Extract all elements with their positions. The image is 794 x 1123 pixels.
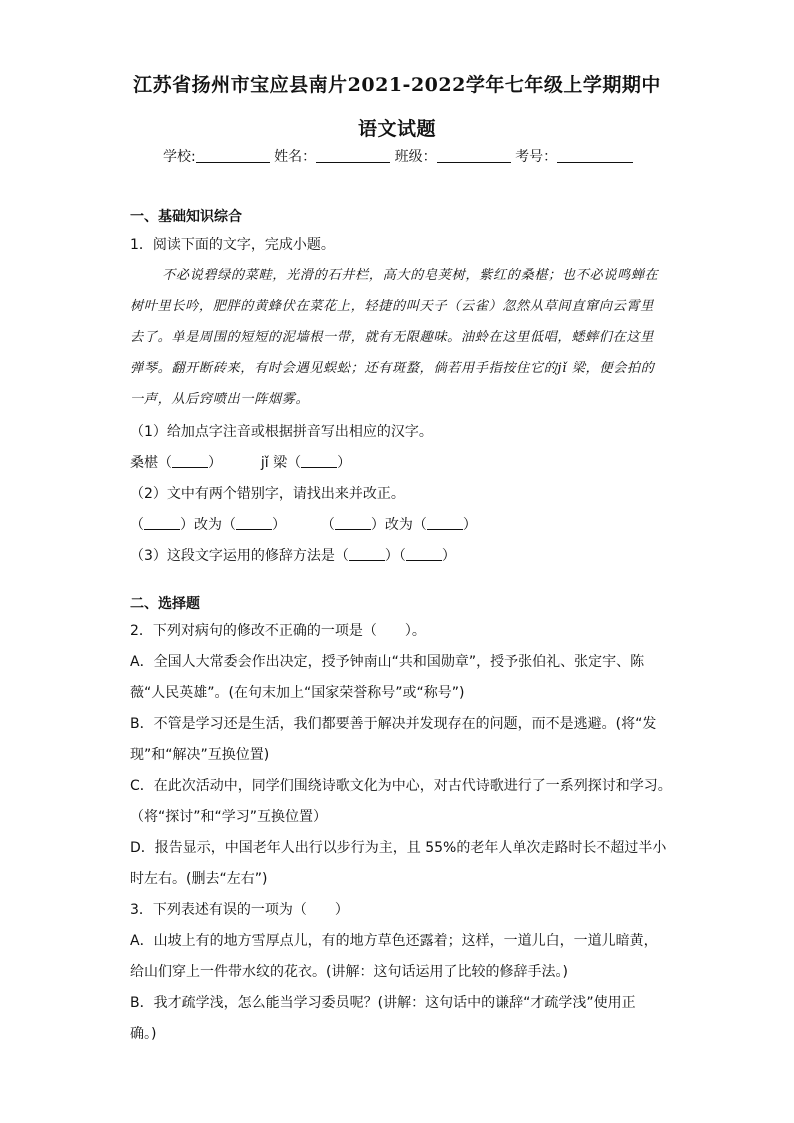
section-heading: 一、基础知识综合 [130, 209, 242, 225]
school-label: 学校: [163, 149, 196, 165]
paren: ） [272, 517, 286, 533]
paren: （ [320, 517, 335, 533]
answer-blank[interactable] [301, 455, 337, 468]
question-line: （将“探讨”和“学习”互换位置） [130, 809, 328, 825]
paren: ）改为（ [370, 517, 427, 533]
paren: ） [462, 517, 477, 533]
question-line: 薇“人民英雄”。(在句末加上“国家荣誉称号”或“称号”) [130, 685, 465, 701]
section-heading: 二、选择题 [130, 596, 200, 612]
sub-question: （2）文中有两个错别字，请找出来并改正。 [130, 486, 405, 502]
exam-no-blank[interactable] [557, 148, 633, 163]
question-line: 现”和“解决”互换位置) [130, 747, 270, 763]
answer-blank[interactable] [144, 517, 180, 530]
answer-row [130, 514, 477, 534]
answer-blank[interactable] [172, 455, 208, 468]
answer-blank[interactable] [236, 517, 272, 530]
exam-title: 江苏省扬州市宝应县南片2021-2022学年七年级上学期期中 [133, 74, 661, 96]
exam-subtitle: 语文试题 [357, 118, 436, 140]
question-line: 2．下列对病句的修改不正确的一项是（ ）。 [130, 623, 426, 639]
question-line: 时左右。(删去“左右”) [130, 871, 268, 887]
school-blank[interactable] [196, 148, 270, 163]
answer-blank[interactable] [427, 517, 463, 530]
name-blank[interactable] [316, 148, 390, 163]
paren: ）改为（ [180, 517, 236, 533]
item-label: ） [337, 455, 352, 471]
question-line: A．山坡上有的地方雪厚点儿，有的地方草色还露着；这样，一道儿白，一道儿暗黄， [130, 933, 658, 949]
question-line: A．全国人大常委会作出决定，授予钟南山“共和国勋章”，授予张伯礼、张定宇、陈 [130, 654, 645, 670]
name-label: 姓名： [274, 149, 317, 165]
question-stem: 1．阅读下面的文字，完成小题。 [130, 237, 335, 253]
item-label: jǐ 梁（ [260, 455, 302, 471]
student-info-line [163, 146, 633, 166]
sub-question: （3）这段文字运用的修辞方法是（ [130, 548, 349, 564]
question-line: D．报告显示，中国老年人出行以步行为主，且 55%的老年人单次走路时长不超过半小 [130, 840, 667, 856]
answer-blank[interactable] [335, 517, 371, 530]
passage-line: 一声，从后窍喷出一阵烟雾。 [130, 392, 310, 407]
question-line: C．在此次活动中，同学们围绕诗歌文化为中心，对古代诗歌进行了一系列探讨和学习。 [130, 778, 672, 794]
question-line: 3．下列表述有误的一项为（ ） [130, 902, 349, 918]
paren: ）（ [384, 548, 406, 564]
passage-line: 树叶里长吟，肥胖的黄蜂伏在菜花上，轻捷的叫天子（云雀）忽然从草间直窜向云霄里 [130, 299, 654, 314]
question-line: 确。) [130, 1026, 157, 1042]
question-line: B．不管是学习还是生活，我们都要善于解决并发现存在的问题，而不是逃避。(将“发 [130, 716, 657, 732]
question-line: 给山们穿上一件带水纹的花衣。(讲解：这句话运用了比较的修辞手法。) [130, 964, 568, 980]
answer-blank[interactable] [349, 548, 385, 561]
passage-line: 不必说碧绿的菜畦，光滑的石井栏，高大的皂荚树，紫红的桑椹；也不必说鸣蝉在 [162, 268, 659, 283]
answer-row [130, 545, 456, 565]
paren: ） [441, 548, 456, 564]
answer-blank[interactable] [406, 548, 442, 561]
sub-question: （1）给加点字注音或根据拼音写出相应的汉字。 [130, 424, 433, 440]
paren: （ [130, 517, 144, 533]
answer-row [130, 452, 351, 472]
item-label: 桑椹（ [130, 455, 172, 471]
item-label: ） [208, 455, 222, 471]
class-blank[interactable] [437, 148, 511, 163]
passage-line: 弹琴。翻开断砖来，有时会遇见蜈蚣；还有斑蝥，倘若用手指按住它的jǐ 梁，便会拍的 [130, 361, 655, 376]
question-line: B．我才疏学浅，怎么能当学习委员呢？(讲解：这句话中的谦辞“才疏学浅”使用正 [130, 995, 636, 1011]
passage-line: 去了。单是周围的短短的泥墙根一带，就有无限趣味。油蛉在这里低唱，蟋蟀们在这里 [130, 330, 654, 345]
exam-no-label: 考号： [515, 149, 558, 165]
class-label: 班级： [394, 149, 437, 165]
